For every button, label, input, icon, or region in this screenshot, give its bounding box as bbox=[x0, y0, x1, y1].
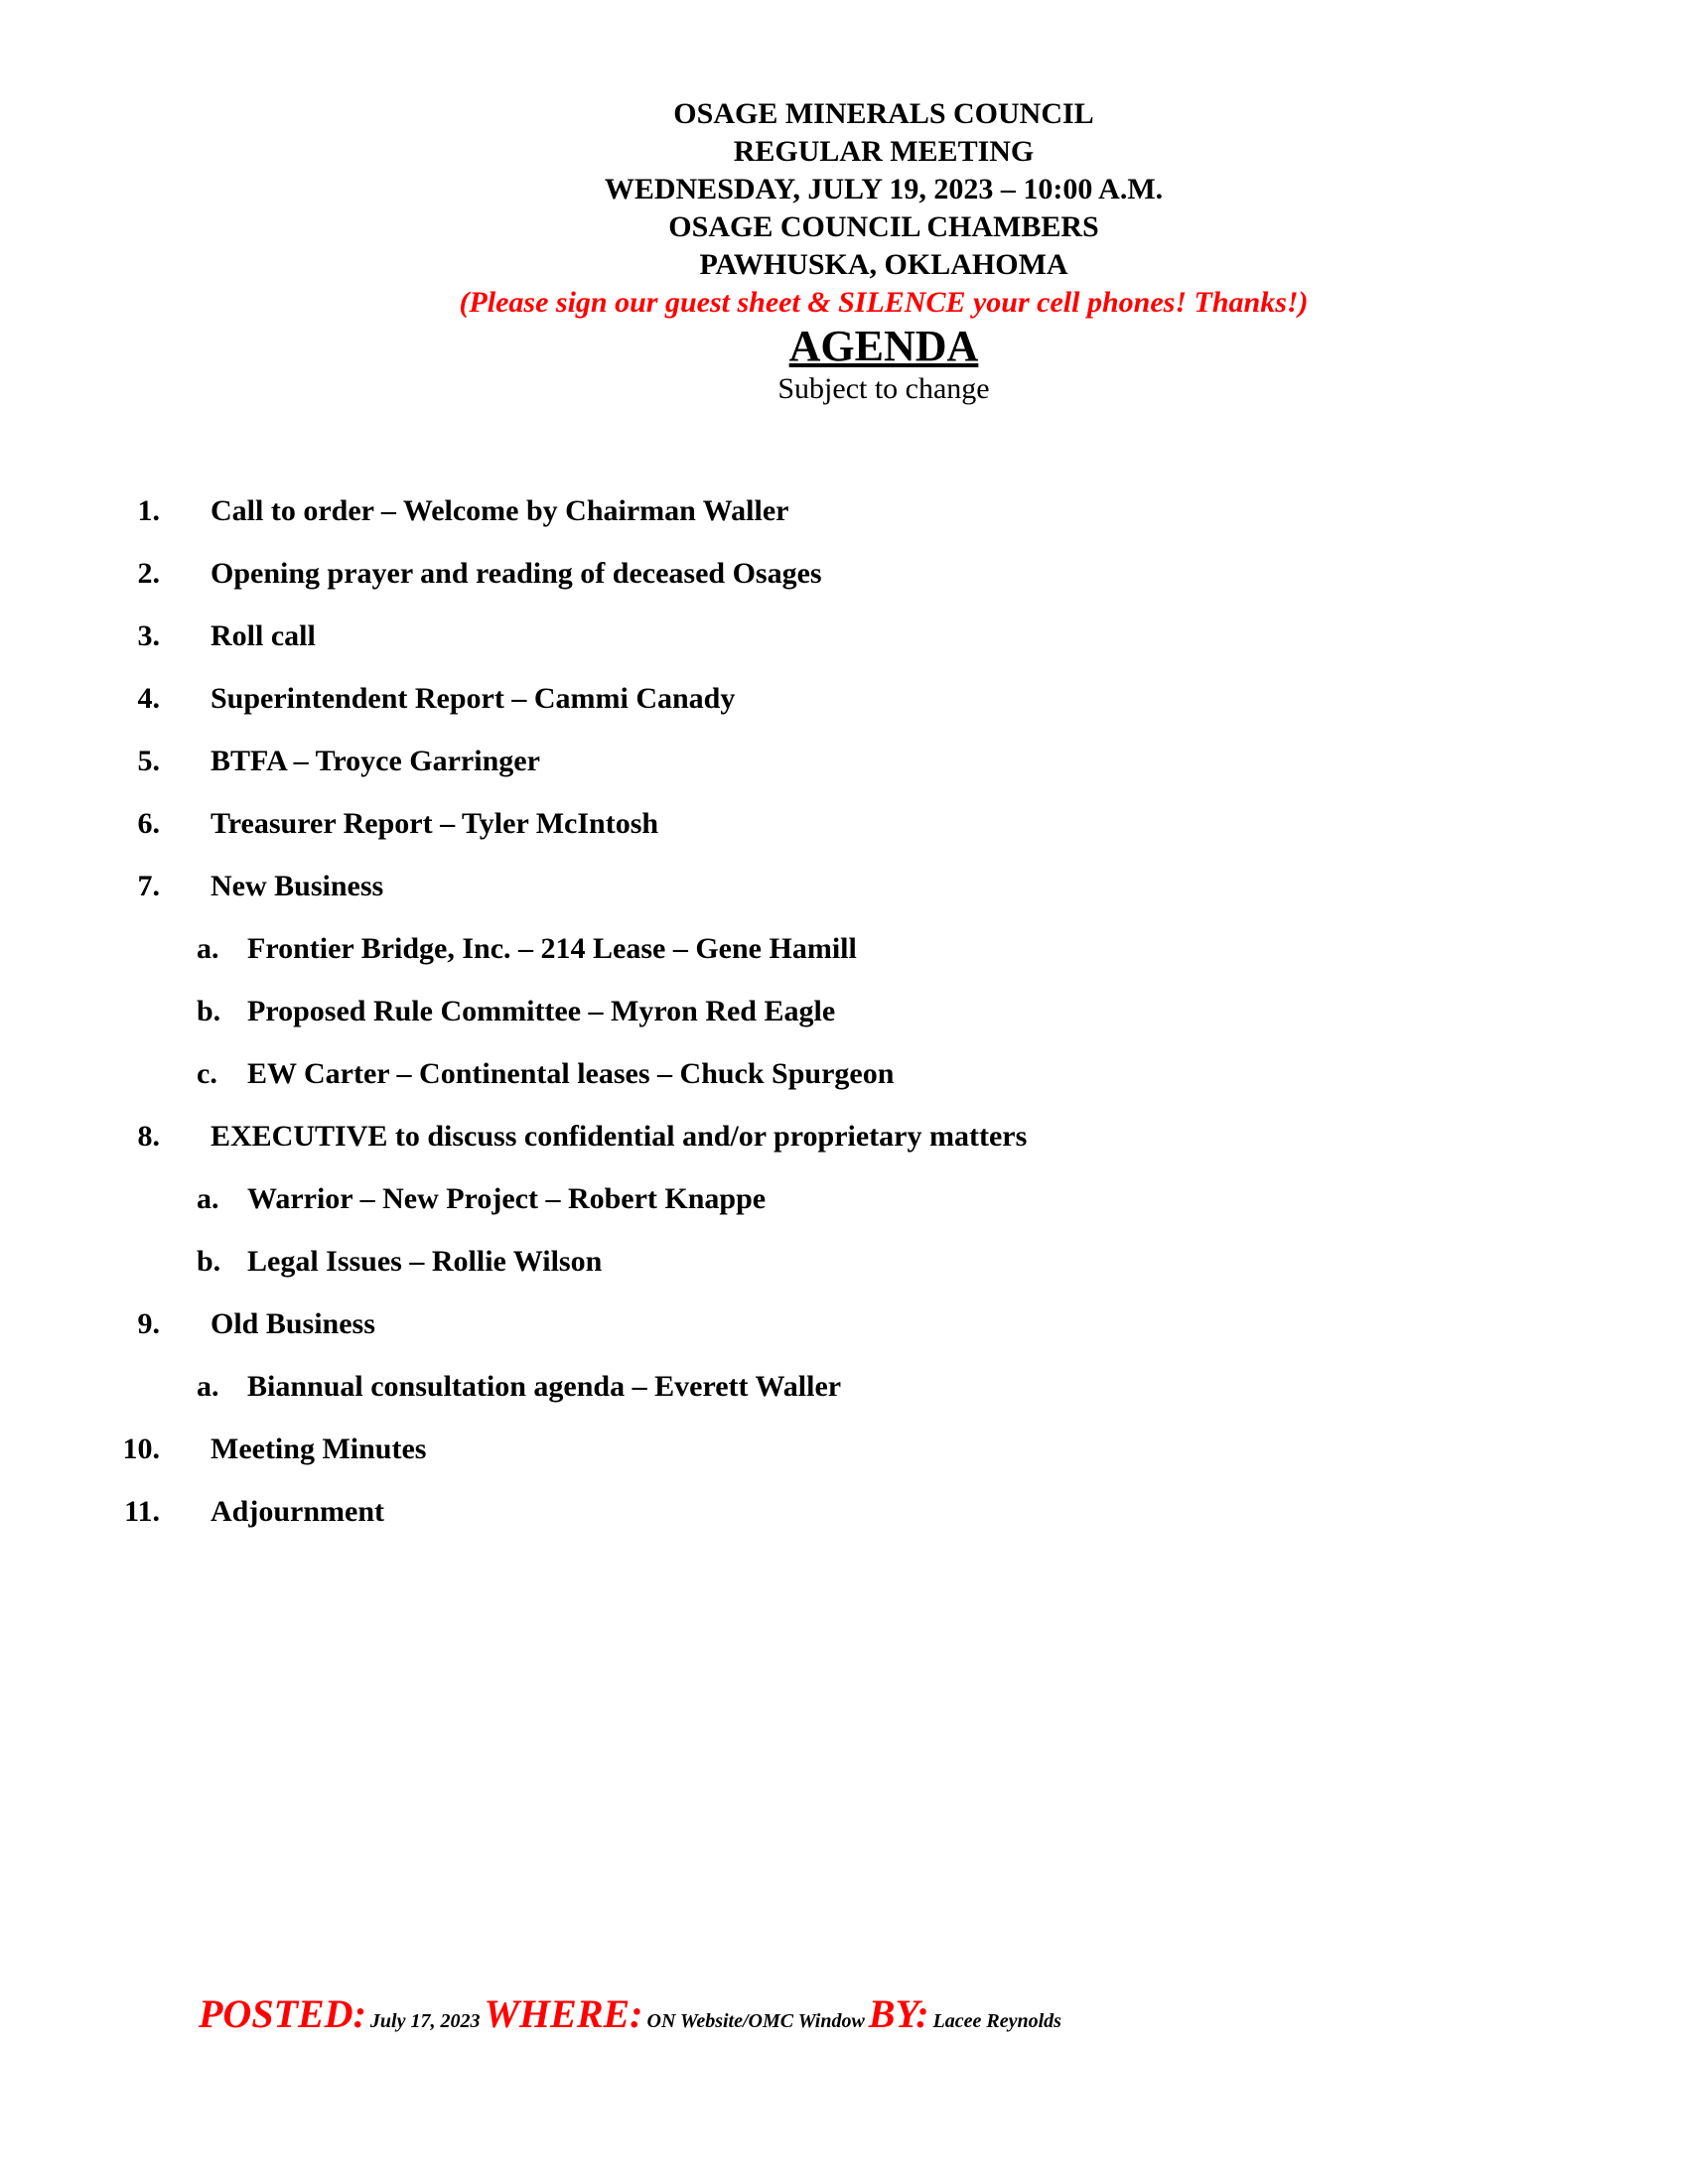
agenda-item bbox=[0, 806, 1688, 869]
item-number: 2. bbox=[137, 557, 160, 590]
guest-notice: (Please sign our guest sheet & SILENCE your cell phones! Thanks!) bbox=[459, 286, 1309, 319]
agenda-subitem bbox=[0, 994, 1688, 1056]
agenda-item bbox=[0, 1494, 1688, 1557]
subitem-text: Warrior – New Project – Robert Knappe bbox=[247, 1182, 767, 1215]
agenda-subitem bbox=[0, 1181, 1688, 1244]
agenda-item bbox=[0, 744, 1688, 806]
subitem-text: Legal Issues – Rollie Wilson bbox=[247, 1245, 603, 1278]
item-text: Old Business bbox=[211, 1307, 375, 1340]
subitem-letter: a. bbox=[197, 932, 219, 965]
meeting-type: REGULAR MEETING bbox=[733, 135, 1035, 168]
agenda-subitem bbox=[0, 931, 1688, 994]
item-number: 1. bbox=[137, 494, 160, 527]
agenda-item bbox=[0, 556, 1688, 618]
by-label: BY: bbox=[868, 1991, 929, 2036]
item-number: 6. bbox=[137, 807, 160, 840]
agenda-item bbox=[0, 681, 1688, 744]
meeting-datetime: WEDNESDAY, JULY 19, 2023 – 10:00 A.M. bbox=[604, 173, 1164, 205]
item-number: 9. bbox=[137, 1307, 160, 1340]
item-number: 4. bbox=[137, 682, 160, 715]
subitem-letter: b. bbox=[197, 995, 221, 1027]
meeting-city: PAWHUSKA, OKLAHOMA bbox=[699, 248, 1068, 281]
agenda-subitem bbox=[0, 1244, 1688, 1306]
by-value: Lacee Reynolds bbox=[932, 2010, 1061, 2032]
agenda-subitem bbox=[0, 1369, 1688, 1432]
subitem-letter: b. bbox=[197, 1245, 221, 1278]
subitem-letter: c. bbox=[197, 1057, 217, 1090]
meeting-location: OSAGE COUNCIL CHAMBERS bbox=[668, 210, 1099, 243]
agenda-header bbox=[0, 95, 1688, 407]
page-subtitle: Subject to change bbox=[777, 372, 990, 405]
agenda-item bbox=[0, 493, 1688, 556]
where-label: WHERE: bbox=[484, 1991, 643, 2036]
agenda-subitem bbox=[0, 1056, 1688, 1119]
item-number: 5. bbox=[137, 745, 160, 777]
item-number: 3. bbox=[137, 619, 160, 652]
item-text: Meeting Minutes bbox=[211, 1433, 427, 1465]
subitem-text: Proposed Rule Committee – Myron Red Eagle bbox=[247, 995, 836, 1027]
subitem-text: Biannual consultation agenda – Everett Waller bbox=[247, 1370, 842, 1403]
item-number: 7. bbox=[137, 870, 160, 902]
item-text: Superintendent Report – Cammi Canady bbox=[211, 682, 736, 715]
posting-footer bbox=[199, 1990, 1061, 2037]
org-name: OSAGE MINERALS COUNCIL bbox=[673, 97, 1094, 130]
agenda-item bbox=[0, 618, 1688, 681]
where-value: ON Website/OMC Window bbox=[646, 2010, 865, 2032]
item-text: BTFA – Troyce Garringer bbox=[211, 745, 540, 777]
agenda-item bbox=[0, 869, 1688, 931]
item-text: Roll call bbox=[211, 619, 316, 652]
item-text: Adjournment bbox=[211, 1495, 385, 1528]
item-number: 10. bbox=[122, 1433, 160, 1465]
item-number: 11. bbox=[124, 1495, 160, 1528]
subitem-text: EW Carter – Continental leases – Chuck Spurgeon bbox=[247, 1057, 895, 1090]
agenda-item bbox=[0, 1306, 1688, 1369]
item-text: EXECUTIVE to discuss confidential and/or proprietary matters bbox=[211, 1120, 1028, 1153]
posted-date: July 17, 2023 bbox=[369, 2010, 481, 2032]
subitem-letter: a. bbox=[197, 1370, 219, 1403]
subitem-text: Frontier Bridge, Inc. – 214 Lease – Gene Hamill bbox=[247, 932, 857, 965]
subitem-letter: a. bbox=[197, 1182, 219, 1215]
page-title: AGENDA bbox=[788, 322, 979, 370]
agenda-list bbox=[0, 493, 1688, 1557]
item-text: New Business bbox=[211, 870, 384, 902]
posted-label: POSTED: bbox=[199, 1991, 366, 2036]
item-number: 8. bbox=[137, 1120, 160, 1153]
item-text: Treasurer Report – Tyler McIntosh bbox=[211, 807, 659, 840]
agenda-item bbox=[0, 1432, 1688, 1494]
agenda-item bbox=[0, 1119, 1688, 1181]
item-text: Opening prayer and reading of deceased Osages bbox=[211, 557, 822, 590]
item-text: Call to order – Welcome by Chairman Waller bbox=[211, 494, 789, 527]
